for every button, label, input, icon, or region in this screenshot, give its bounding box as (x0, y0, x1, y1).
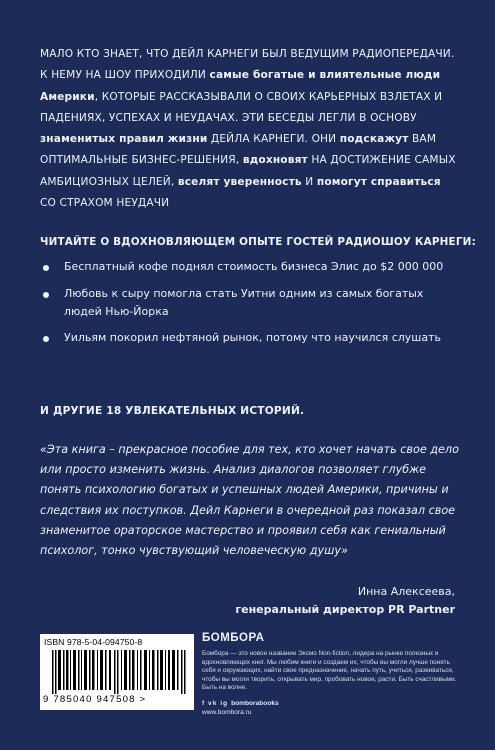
bullet-icon (43, 265, 49, 271)
social-icons: f vk ig (202, 700, 229, 707)
bullet-icon (43, 336, 49, 342)
intro-bold-1: самые богатые и влиятельные люди Америки (40, 69, 441, 103)
list-item (40, 258, 460, 276)
list-item (40, 329, 460, 347)
intro-bold-5: вселят уверенность (177, 175, 302, 188)
attribution-name: Инна Алексеева, (357, 585, 455, 598)
list-item-text: Любовь к сыру помогла стать Уитни одним из самых богатых людей Нью-Йорка (64, 286, 424, 318)
intro-bold-6: помогут справиться (316, 175, 441, 188)
publisher-website[interactable]: www.bombora.ru (202, 709, 252, 716)
bullet-icon (43, 292, 49, 298)
intro-text-1: МАЛО КТО ЗНАЕТ, ЧТО ДЕЙЛ КАРНЕГИ БЫЛ ВЕДУЩИМ РАДИОПЕРЕДАЧИ. К НЕМУ НА ШОУ ПРИХОДИЛИ (40, 48, 455, 82)
stories-heading: ЧИТАЙТЕ О ВДОХНОВЛЯЮЩЕМ ОПЫТЕ ГОСТЕЙ РАДИОШОУ КАРНЕГИ: (40, 236, 476, 248)
list-item-text: Бесплатный кофе поднял стоимость бизнеса Элис до $2 000 000 (64, 260, 444, 273)
publisher-description: Бомбора — это новое название Эксмо Non-fiction, лидера на рынке полезных и вдохновляющих книг. Мы любим книги и создаем их, чтобы вы могли лучше понять себя и окружающих, найти свое предназначение, начать путь, учиться, развиваться, чтобы вы могли творить, открывать мир, пробовать новое, расти. Быть счастливыми. Быть на волне. (202, 650, 457, 692)
barcode-digits: 9 785040 947508 > (43, 694, 147, 705)
intro-text-4: ВАМ ОПТИМАЛЬНЫЕ БИЗНЕС-РЕШЕНИЯ, (40, 133, 437, 167)
attribution-role: генеральный директор PR Partner (235, 603, 455, 616)
list-item-text: Уильям покорил нефтяной рынок, потому что научился слушать (64, 331, 441, 345)
isbn-number: ISBN 978-5-04-094750-8 (44, 637, 143, 647)
list-item (40, 285, 460, 321)
publisher-logo: БОМБОРА (202, 632, 265, 644)
intro-text-6: И (301, 175, 317, 188)
social-handle[interactable]: bomborabooks (231, 700, 279, 707)
intro-text-5: НА ДОСТИЖЕНИЕ САМЫХ АМБИЦИОЗНЫХ ЦЕЛЕЙ, (40, 154, 456, 188)
social-line (202, 699, 279, 708)
more-stories-line: И ДРУГИЕ 18 УВЛЕКАТЕЛЬНЫХ ИСТОРИЙ. (40, 405, 305, 417)
intro-bold-3: подскажут (339, 133, 409, 146)
isbn-barcode (40, 634, 194, 710)
quote-attribution (235, 583, 455, 619)
intro-text-7: СО СТРАХОМ НЕУДАЧИ (40, 197, 170, 210)
intro-bold-2: знаменитых правил жизни (40, 133, 208, 146)
intro-text-2: , КОТОРЫЕ РАССКАЗЫВАЛИ О СВОИХ КАРЬЕРНЫХ ВЗЛЕТАХ И ПАДЕНИЯХ, УСПЕХАХ И НЕУДАЧАХ. ЭТИ БЕСЕДЫ ЛЕГЛИ В ОСНОВУ (40, 90, 443, 124)
review-quote: «Эта книга – прекрасное пособие для тех, кто хочет начать свое дело или просто изменить жизнь. Анализ диалогов позволяет глубже понять психологию богатых и успешных людей Америки, причины и следствия их поступков. Дейл Карнеги в очередной раз показал свое знаменитое ораторское мастерство и проявил себя как гениальный психолог, тонко чувствующий человеческую душу» (40, 443, 459, 558)
barcode-icon (52, 650, 186, 694)
intro-paragraph (40, 44, 460, 214)
intro-bold-4: вдохновят (242, 154, 308, 167)
intro-text-3: ДЕЙЛА КАРНЕГИ. ОНИ (207, 133, 340, 146)
stories-list (40, 258, 460, 356)
publisher-contacts (202, 699, 279, 717)
